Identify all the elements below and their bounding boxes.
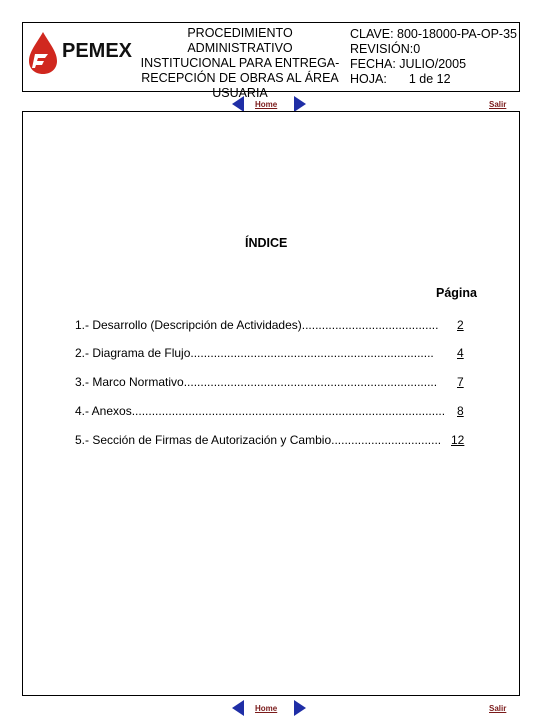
- title-line: INSTITUCIONAL PARA ENTREGA-: [140, 56, 340, 70]
- toc-page-link[interactable]: 4: [457, 346, 464, 360]
- pemex-drop-icon: [26, 30, 60, 76]
- bottom-navigation: [0, 698, 540, 718]
- previous-arrow-icon[interactable]: [232, 700, 244, 716]
- meta-clave: CLAVE: 800-18000-PA-OP-35: [350, 27, 517, 41]
- toc-page-link[interactable]: 8: [457, 404, 464, 418]
- pemex-logo: [26, 30, 134, 80]
- toc-entry-label: 1.- Desarrollo (Descripción de Actividades).........................................: [75, 318, 439, 332]
- previous-arrow-icon[interactable]: [232, 96, 244, 112]
- page-column-heading: Página: [436, 286, 477, 300]
- toc-entry: [75, 375, 475, 391]
- toc-entry-label: 2.- Diagrama de Flujo.........................................................................: [75, 346, 434, 360]
- logo-wordmark: PEMEX: [62, 40, 133, 62]
- home-link[interactable]: Home: [255, 100, 278, 109]
- title-line: USUARIA: [212, 86, 268, 100]
- toc-page-link[interactable]: 12: [451, 433, 465, 447]
- meta-fecha: FECHA: JULIO/2005: [350, 57, 467, 71]
- title-line: PROCEDIMIENTO ADMINISTRATIVO: [187, 26, 293, 55]
- hoja-label: HOJA:: [350, 72, 387, 86]
- hoja-value: 1 de 12: [408, 72, 451, 86]
- exit-link[interactable]: Salir: [489, 100, 507, 109]
- toc-entry-label: 4.- Anexos..............................................................................................: [75, 404, 446, 418]
- toc-entry: [75, 318, 475, 334]
- toc-entry-label: 3.- Marco Normativo............................................................................: [75, 375, 438, 389]
- next-arrow-icon[interactable]: [294, 96, 306, 112]
- toc-entry: [75, 404, 475, 420]
- toc-page-link[interactable]: 7: [457, 375, 464, 389]
- title-line: RECEPCIÓN DE OBRAS AL ÁREA: [141, 71, 339, 85]
- document-title: [136, 26, 344, 101]
- toc-entry: [75, 346, 475, 362]
- meta-revision: REVISIÓN:0: [350, 42, 421, 56]
- home-link[interactable]: Home: [255, 704, 278, 713]
- next-arrow-icon[interactable]: [294, 700, 306, 716]
- toc-entry: [75, 433, 475, 449]
- document-meta: [350, 27, 520, 87]
- toc-page-link[interactable]: 2: [457, 318, 464, 332]
- toc-entry-label: 5.- Sección de Firmas de Autorización y Cambio.................................: [75, 433, 442, 447]
- exit-link[interactable]: Salir: [489, 704, 507, 713]
- index-heading: ÍNDICE: [245, 236, 288, 250]
- meta-hoja: [350, 72, 520, 87]
